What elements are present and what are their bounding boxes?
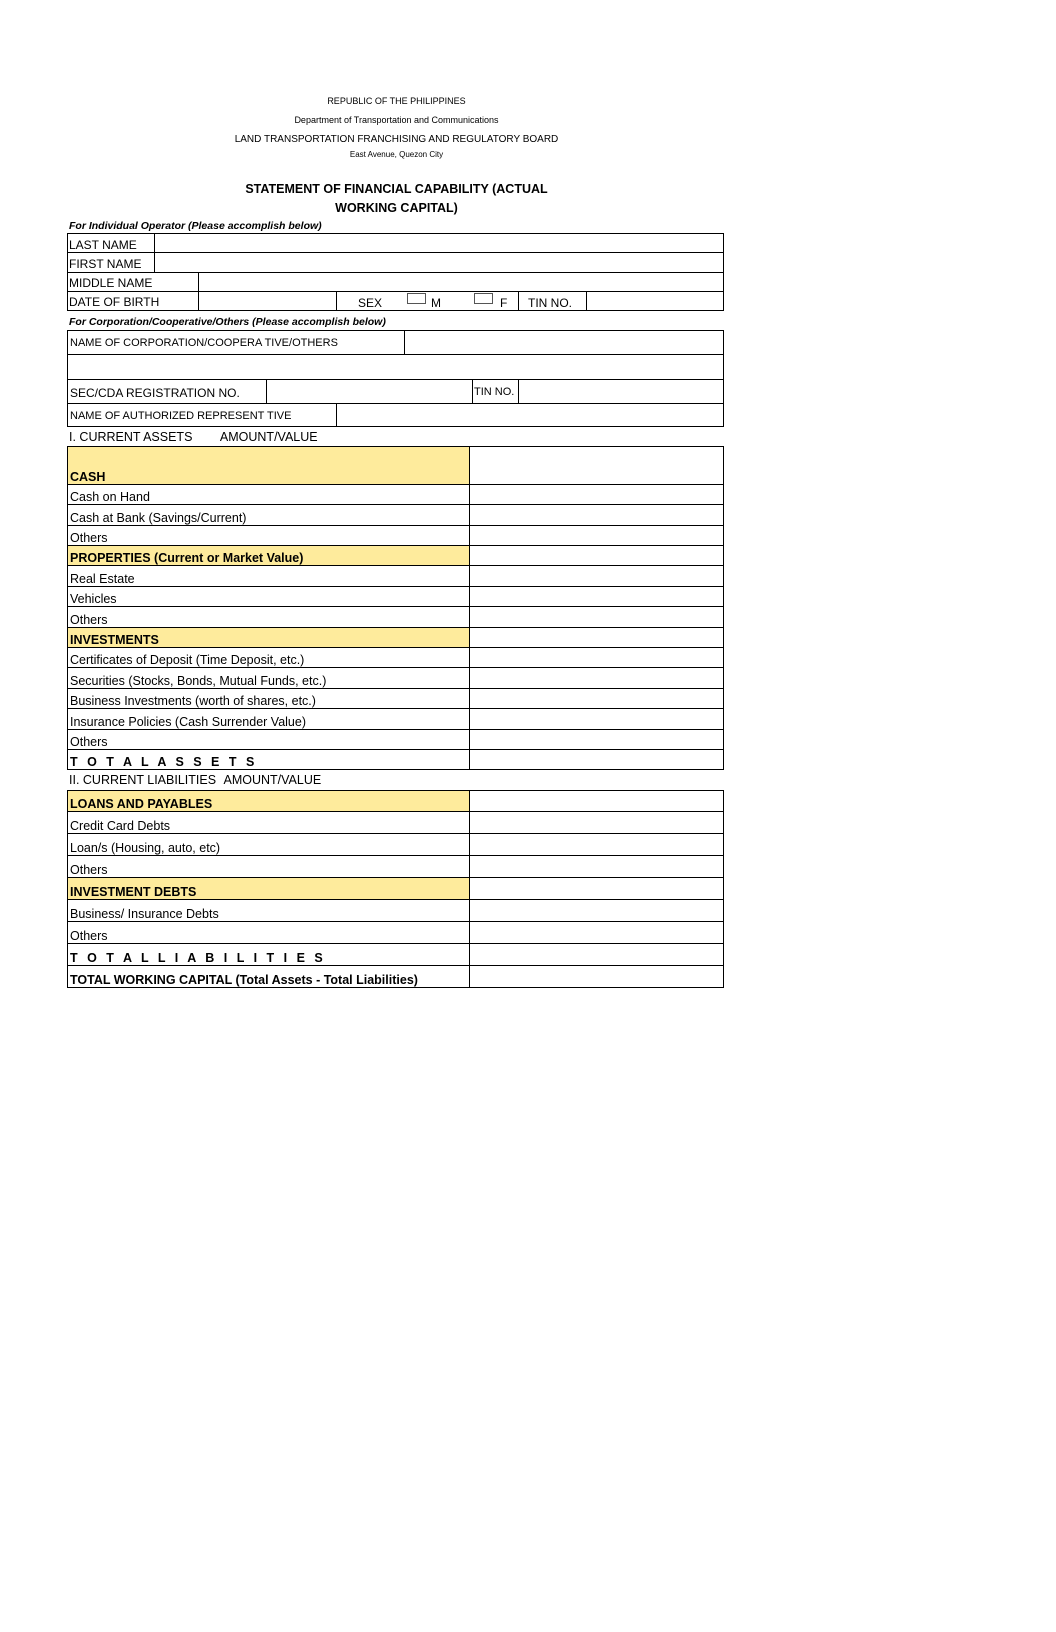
row-label-text: Cash on Hand [70, 490, 150, 504]
col-divider [336, 403, 337, 427]
row-label [68, 485, 470, 505]
row-label-text: Credit Card Debts [70, 819, 171, 833]
form-title [0, 180, 793, 218]
row-label-text: PROPERTIES (Current or Market Value) [70, 551, 304, 565]
table-row [68, 648, 724, 668]
row-label [68, 966, 470, 988]
date-of-birth-label: DATE OF BIRTH [69, 295, 160, 309]
amount-value-field[interactable] [470, 791, 724, 812]
individual-tin-label: TIN NO. [528, 296, 572, 310]
republic-heading: REPUBLIC OF THE PHILIPPINES [327, 96, 466, 106]
table-row [68, 546, 724, 566]
table-row [68, 944, 724, 966]
row-label [68, 689, 470, 709]
form-title-line1: STATEMENT OF FINANCIAL CAPABILITY (ACTUAL [245, 182, 548, 196]
col-divider [586, 291, 587, 311]
current-liabilities-heading [69, 773, 321, 787]
row-label [68, 791, 470, 812]
amount-value-field[interactable] [470, 668, 724, 689]
col-divider [336, 291, 337, 311]
table-row [68, 730, 724, 750]
row-label [68, 944, 470, 966]
row-label-text: Real Estate [70, 572, 135, 586]
department-heading: Department of Transportation and Communications [294, 115, 499, 125]
row-label [68, 730, 470, 750]
row-label-text: CASH [70, 470, 106, 484]
table-row [68, 587, 724, 607]
form-title-line2: WORKING CAPITAL) [335, 201, 458, 215]
address-heading: East Avenue, Quezon City [349, 150, 444, 159]
col-divider [404, 330, 405, 355]
corporation-tin-field[interactable] [520, 380, 722, 402]
col-divider [518, 379, 519, 404]
first-name-field[interactable] [156, 253, 722, 271]
table-row [68, 900, 724, 922]
row-label-text: Cash at Bank (Savings/Current) [70, 511, 247, 525]
col-divider [154, 252, 155, 272]
amount-value-field[interactable] [470, 709, 724, 730]
row-label-text: Others [70, 735, 108, 749]
row-label-text: Others [70, 863, 108, 877]
authorized-representative-label: NAME OF AUTHORIZED REPRESENT TIVE [70, 410, 292, 422]
individual-tin-field[interactable] [588, 292, 722, 310]
row-label-text: Certificates of Deposit (Time Deposit, etc.) [70, 653, 305, 667]
row-label-text: Business/ Insurance Debts [70, 907, 219, 921]
amount-value-field[interactable] [470, 648, 724, 668]
row-label [68, 709, 470, 730]
row-label-text: Securities (Stocks, Bonds, Mutual Funds, etc.) [70, 674, 327, 688]
amount-value-field[interactable] [470, 812, 724, 834]
row-label [68, 878, 470, 900]
col-divider [518, 291, 519, 311]
amount-value-field[interactable] [470, 922, 724, 944]
corporation-name-field[interactable] [406, 331, 722, 353]
sec-cda-registration-field[interactable] [268, 380, 471, 402]
row-label [68, 922, 470, 944]
row-label-text: Others [70, 929, 108, 943]
row-label-text: Loan/s (Housing, auto, etc) [70, 841, 221, 855]
sec-cda-registration-label: SEC/CDA REGISTRATION NO. [70, 386, 240, 400]
row-label-text: Insurance Policies (Cash Surrender Value) [70, 715, 306, 729]
col-divider [154, 233, 155, 253]
table-row [68, 607, 724, 628]
amount-value-field[interactable] [470, 447, 724, 485]
row-label-text: T O T A L L I A B I L I T I E S [70, 951, 326, 965]
table-row [68, 689, 724, 709]
col-divider [198, 272, 199, 311]
table-row [68, 628, 724, 648]
amount-value-field[interactable] [470, 628, 724, 648]
sex-label: SEX [358, 296, 383, 310]
sex-f-checkbox[interactable] [474, 293, 493, 304]
row-label [68, 546, 470, 566]
row-label [68, 812, 470, 834]
table-row [68, 966, 724, 988]
last-name-field[interactable] [156, 234, 722, 252]
middle-name-label: MIDDLE NAME [69, 276, 153, 290]
amount-value-field[interactable] [470, 587, 724, 607]
current-assets-heading [69, 430, 318, 444]
sex-f-label: F [500, 296, 508, 310]
amount-value-field[interactable] [470, 526, 724, 546]
authorized-representative-field[interactable] [338, 404, 722, 426]
amount-value-field[interactable] [470, 546, 724, 566]
agency-heading: LAND TRANSPORTATION FRANCHISING AND REGULATORY BOARD [234, 134, 559, 145]
amount-value-field[interactable] [470, 834, 724, 856]
table-row [68, 668, 724, 689]
amount-value-field[interactable] [470, 750, 724, 770]
row-label [68, 834, 470, 856]
first-name-label: FIRST NAME [69, 257, 142, 271]
liabilities-amount-heading: AMOUNT/VALUE [223, 773, 322, 787]
row-label [68, 566, 470, 587]
sex-m-label: M [431, 296, 441, 310]
corporation-tin-label: TIN NO. [474, 386, 515, 398]
amount-value-field[interactable] [470, 856, 724, 878]
amount-value-field[interactable] [470, 878, 724, 900]
assets-amount-heading: AMOUNT/VALUE [219, 430, 318, 444]
table-row [68, 526, 724, 546]
table-row [68, 812, 724, 834]
row-label-text: LOANS AND PAYABLES [70, 797, 213, 811]
table-row [68, 791, 724, 812]
table-row [68, 566, 724, 587]
table-row [68, 709, 724, 730]
sex-m-checkbox[interactable] [407, 293, 426, 304]
row-label [68, 447, 470, 485]
row-label [68, 628, 470, 648]
table-row [68, 922, 724, 944]
table-row [68, 485, 724, 505]
col-divider [266, 379, 267, 404]
row-label-text: TOTAL WORKING CAPITAL (Total Assets - Total Liabilities) [70, 973, 418, 987]
amount-value-field[interactable] [470, 944, 724, 966]
row-label [68, 900, 470, 922]
row-label-text: Vehicles [70, 592, 117, 606]
amount-value-field[interactable] [470, 689, 724, 709]
row-label-text: INVESTMENTS [70, 633, 159, 647]
col-divider [472, 379, 473, 404]
table-row [68, 878, 724, 900]
row-label [68, 587, 470, 607]
row-label [68, 505, 470, 526]
table-row [68, 505, 724, 526]
amount-value-field[interactable] [470, 900, 724, 922]
current-liabilities-title: II. CURRENT LIABILITIES [69, 773, 217, 787]
table-row [68, 750, 724, 770]
row-label-text: Business Investments (worth of shares, etc.) [70, 694, 316, 708]
row-divider [67, 354, 724, 355]
date-of-birth-field[interactable] [200, 292, 335, 310]
row-label-text: Others [70, 613, 108, 627]
amount-value-field[interactable] [470, 730, 724, 750]
individual-instruction: For Individual Operator (Please accomplish below) [69, 220, 322, 232]
table-row [68, 447, 724, 485]
last-name-label: LAST NAME [69, 238, 137, 252]
amount-value-field[interactable] [470, 505, 724, 526]
amount-value-field[interactable] [470, 566, 724, 587]
corporation-instruction: For Corporation/Cooperative/Others (Please accomplish below) [69, 316, 386, 328]
corporation-name-continued-field[interactable] [69, 356, 722, 378]
row-label [68, 856, 470, 878]
amount-value-field[interactable] [470, 966, 724, 988]
corporation-name-label: NAME OF CORPORATION/COOPERA TIVE/OTHERS [70, 337, 338, 349]
row-label [68, 526, 470, 546]
row-label [68, 668, 470, 689]
current-liabilities-table [67, 790, 724, 988]
current-assets-table [67, 446, 724, 770]
amount-value-field[interactable] [470, 607, 724, 628]
row-label-text: Others [70, 531, 108, 545]
row-label-text: T O T A L A S S E T S [70, 755, 258, 769]
current-assets-title: I. CURRENT ASSETS [69, 430, 193, 444]
table-row [68, 856, 724, 878]
amount-value-field[interactable] [470, 485, 724, 505]
row-label [68, 750, 470, 770]
row-label [68, 648, 470, 668]
middle-name-field[interactable] [200, 273, 722, 291]
row-label-text: INVESTMENT DEBTS [70, 885, 197, 899]
table-row [68, 834, 724, 856]
row-label [68, 607, 470, 628]
